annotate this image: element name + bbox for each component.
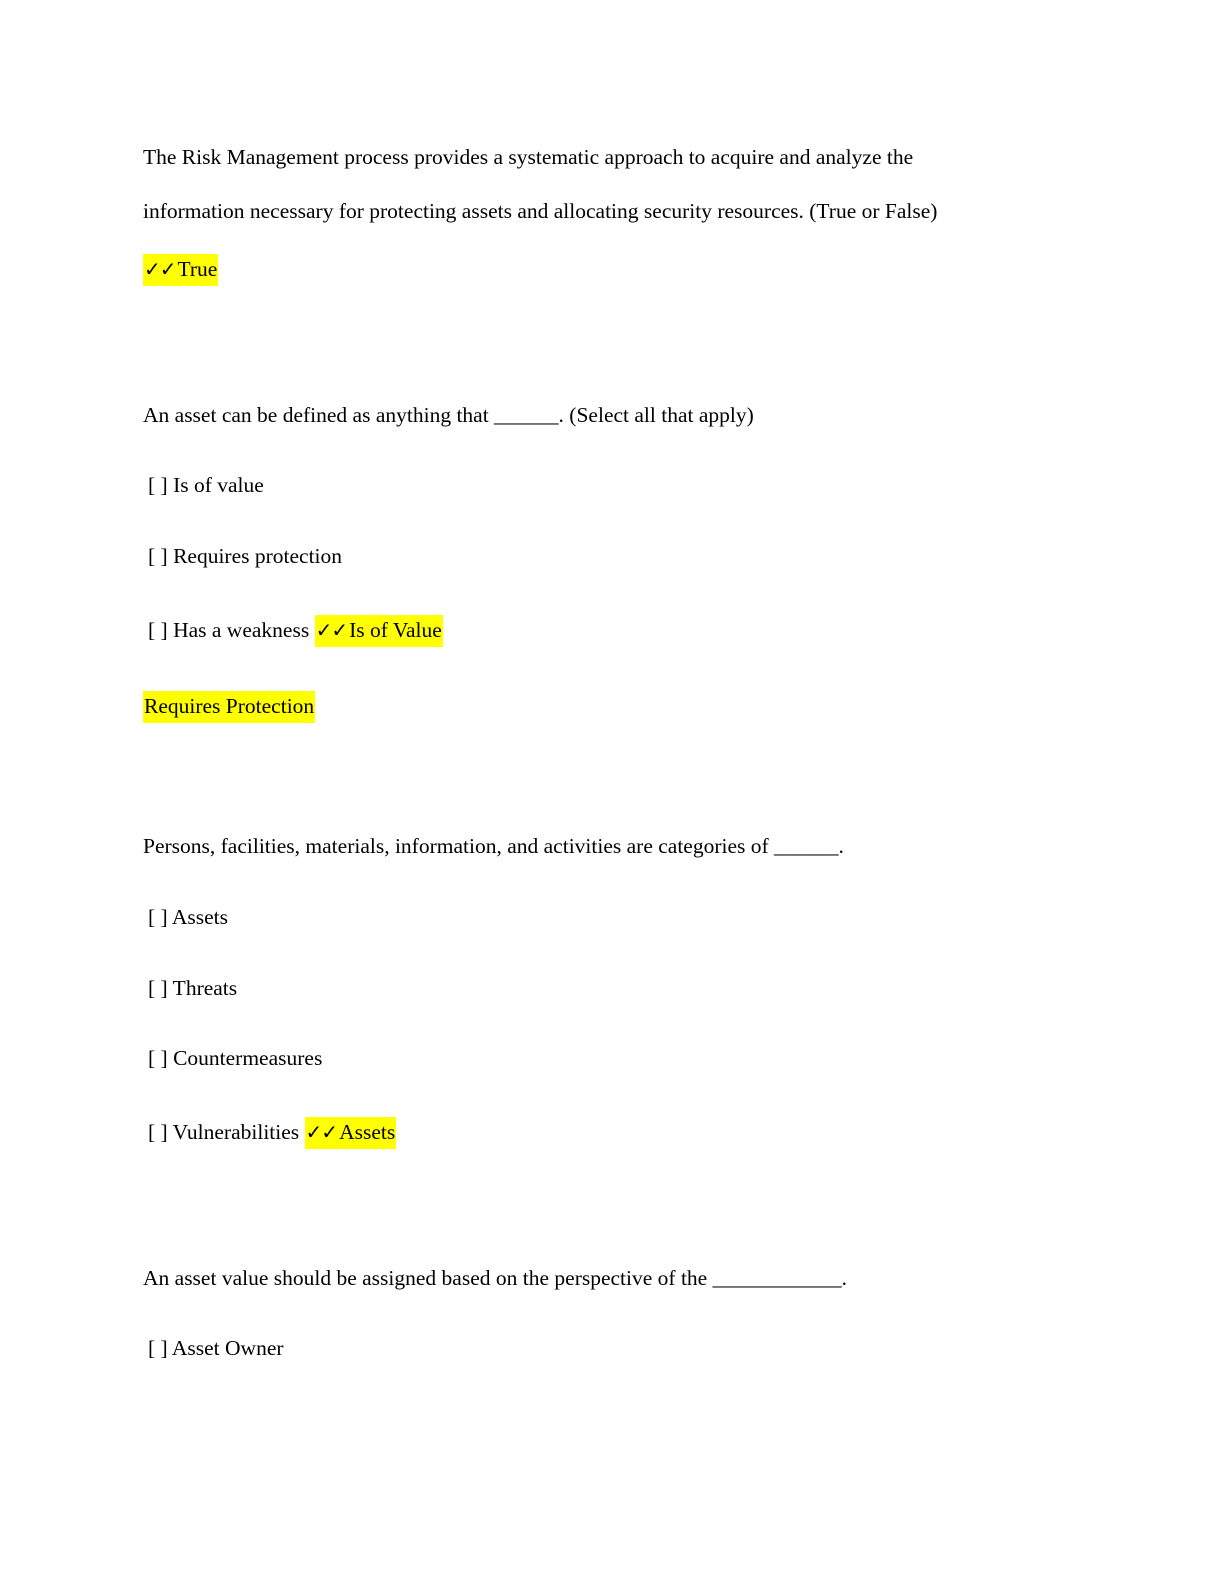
question-1-text-line-2: information necessary for protecting assets and allocating security resources. (True or False) — [143, 199, 938, 223]
answer-highlight: Requires Protection — [143, 691, 315, 723]
question-3-option-4: [ ] Vulnerabilities — [148, 1120, 300, 1144]
question-2-prompt: An asset can be defined as anything that ______. (Select all that apply) — [143, 403, 754, 427]
question-1-answer — [143, 259, 218, 281]
question-3-option-4-row — [148, 1122, 396, 1144]
question-2-option-2: [ ] Requires protection — [148, 544, 343, 568]
question-1-text-line-1: The Risk Management process provides a systematic approach to acquire and analyze the — [143, 145, 914, 169]
double-check-icon: ✓✓ — [305, 1120, 338, 1144]
question-2-option-3-row — [148, 620, 443, 642]
question-2-answer-2 — [143, 696, 315, 718]
answer-text: Assets — [339, 1120, 396, 1144]
question-4-option-1: [ ] Asset Owner — [148, 1336, 284, 1360]
question-2-option-1: [ ] Is of value — [148, 473, 264, 497]
answer-text: True — [177, 257, 218, 281]
question-3-answer — [305, 1117, 397, 1149]
double-check-icon: ✓✓ — [315, 618, 348, 642]
question-3-option-1: [ ] Assets — [148, 905, 229, 929]
question-4-prompt: An asset value should be assigned based on the perspective of the ____________. — [143, 1266, 847, 1290]
question-2-answer-1 — [315, 615, 443, 647]
answer-text: Is of Value — [349, 618, 442, 642]
question-3-option-3: [ ] Countermeasures — [148, 1046, 323, 1070]
double-check-icon: ✓✓ — [144, 257, 176, 281]
question-2-option-3: [ ] Has a weakness — [148, 618, 310, 642]
question-3-prompt: Persons, facilities, materials, information, and activities are categories of ______. — [143, 834, 844, 858]
question-3-option-2: [ ] Threats — [148, 976, 238, 1000]
